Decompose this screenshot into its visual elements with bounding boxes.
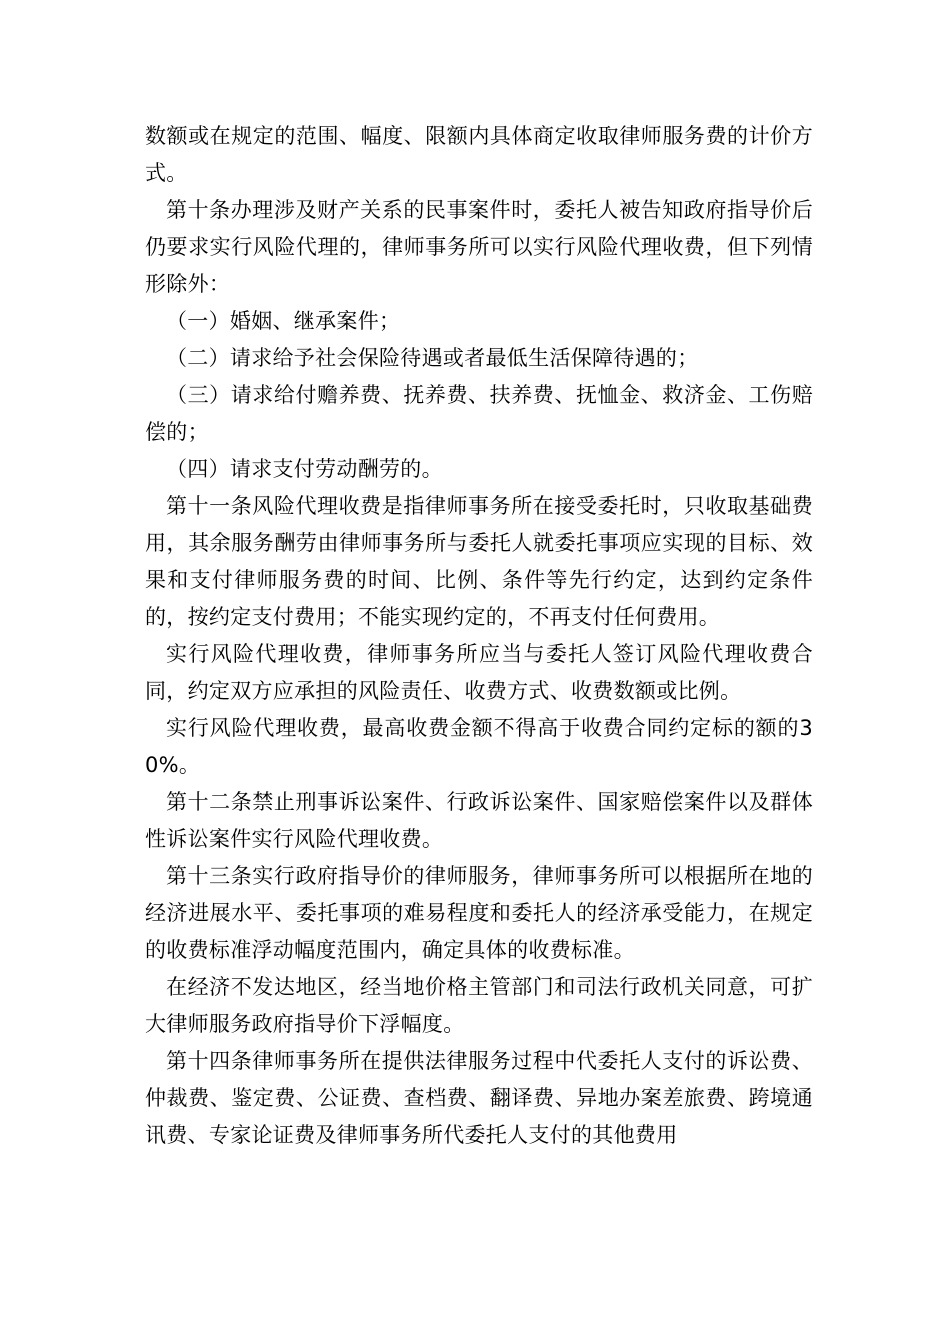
list-item-2: （二）请求给予社会保险待遇或者最低生活保障待遇的； (166, 346, 699, 370)
paragraph-article-13: 第十三条实行政府指导价的律师服务，律师事务所可以根据所在地的经济进展水平、委托事项的难易程度和委托人的经济承受能力，在规定的收费标准浮动幅度范围内，确定具体的收费标准。 (145, 864, 813, 962)
list-item-1: （一）婚姻、继承案件； (166, 309, 401, 333)
paragraph-article-12: 第十二条禁止刑事诉讼案件、行政诉讼案件、国家赔偿案件以及群体性诉讼案件实行风险代理收费。 (145, 790, 813, 851)
paragraph-risk-cap: 实行风险代理收费，最高收费金额不得高于收费合同约定标的额的30%。 (145, 716, 813, 777)
paragraph-article-14: 第十四条律师事务所在提供法律服务过程中代委托人支付的诉讼费、仲裁费、鉴定费、公证费、查档费、翻译费、异地办案差旅费、跨境通讯费、专家论证费及律师事务所代委托人支付的其他费用 (145, 1049, 813, 1147)
list-item-4: （四）请求支付劳动酬劳的。 (166, 457, 443, 481)
paragraph-article-10: 第十条办理涉及财产关系的民事案件时，委托人被告知政府指导价后仍要求实行风险代理的，律师事务所可以实行风险代理收费，但下列情形除外： (145, 198, 813, 296)
paragraph-continued: 数额或在规定的范围、幅度、限额内具体商定收取律师服务费的计价方式。 (145, 124, 813, 185)
list-item-3: （三）请求给付赡养费、抚养费、扶养费、抚恤金、救济金、工伤赔偿的； (145, 383, 813, 444)
paragraph-risk-contract: 实行风险代理收费，律师事务所应当与委托人签订风险代理收费合同，约定双方应承担的风险责任、收费方式、收费数额或比例。 (145, 642, 813, 703)
paragraph-article-11: 第十一条风险代理收费是指律师事务所在接受委托时，只收取基础费用，其余服务酬劳由律师事务所与委托人就委托事项应实现的目标、效果和支付律师服务费的时间、比例、条件等先行约定，达到约定条件的，按约定支付费用；不能实现约定的，不再支付任何费用。 (145, 494, 813, 629)
paragraph-underdeveloped-areas: 在经济不发达地区，经当地价格主管部门和司法行政机关同意，可扩大律师服务政府指导价下浮幅度。 (145, 975, 813, 1036)
document-body (145, 118, 813, 1154)
